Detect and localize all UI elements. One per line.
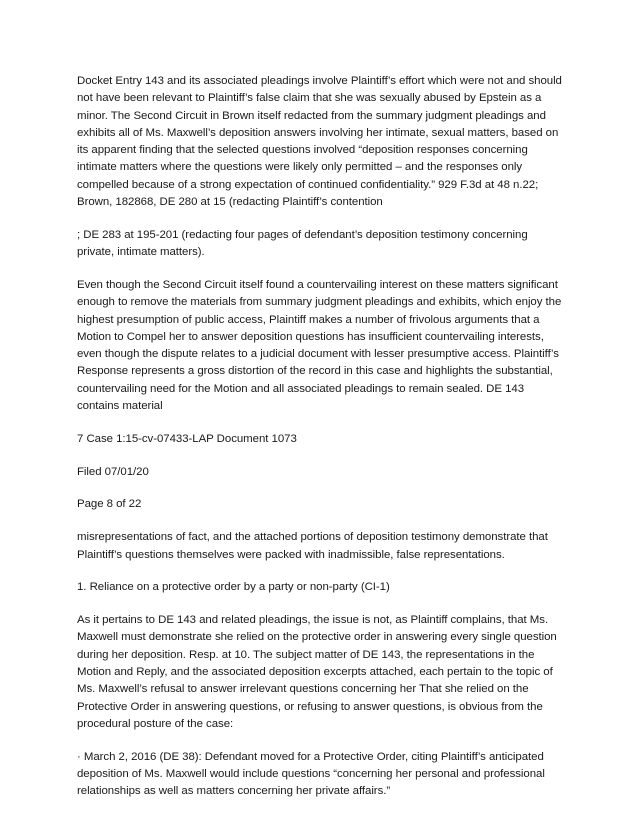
paragraph-countervailing-interest: Even though the Second Circuit itself found a countervailing interest on these matters significant enough to remove the materials from summary judgment pleadings and exhibits, which enjoy the highest presumption of public access, Plaintiff makes a number of frivolous arguments that a Motion to Compel her to answer deposition questions has insufficient countervailing interests, even though the dispute relates to a judicial document with lesser presumptive access. Plaintiff’s Response represents a gross distortion of the record in this case and highlights the substantial, countervailing need for the Motion and all associated pleadings to remain sealed. DE 143 contains material — [77, 278, 562, 413]
case-header-line: 7 Case 1:15-cv-07433-LAP Document 1073 — [77, 432, 297, 445]
paragraph-de-143-issue: As it pertains to DE 143 and related pleadings, the issue is not, as Plaintiff complains, that Ms. Maxwell must demonstrate she relied on the protective order in answering every single question during her deposition. Resp. at 10. The subject matter of DE 143, the representations in the Motion and Reply, and the associated deposition excerpts attached, each pertain to the topic of Ms. Maxwell’s refusal to answer irrelevant questions concerning her That she relied on the Protective Order in answering questions, or refusing to answer questions, is obvious from the procedural posture of the case: — [77, 614, 557, 730]
page-number-line: Page 8 of 22 — [77, 498, 142, 511]
paragraph-misrepresentations: misrepresentations of fact, and the attached portions of deposition testimony demonstrate that Plaintiff’s questions themselves were packed with inadmissible, false representations. — [77, 531, 548, 561]
filed-date-line: Filed 07/01/20 — [77, 465, 149, 478]
paragraph-docket-entry-143: Docket Entry 143 and its associated pleadings involve Plaintiff’s effort which were not and should not have been relevant to Plaintiff’s false claim that she was sexually abused by Epstein as a minor. The Second Circuit in Brown itself redacted from the summary judgment pleadings and exhibits all of Ms. Maxwell’s deposition answers involving her intimate, sexual matters, based on its apparent finding that the selected questions involved “deposition responses concerning intimate matters where the questions were likely only permitted – and the responses only compelled because of a strong expectation of continued confidentiality.” 929 F.3d at 48 n.22; Brown, 182868, DE 280 at 15 (redacting Plaintiff’s contention — [77, 75, 562, 209]
section-heading-reliance: 1. Reliance on a protective order by a party or non-party (CI-1) — [77, 581, 390, 594]
document-body — [77, 73, 565, 816]
paragraph-de-283: ; DE 283 at 195-201 (redacting four pages of defendant’s deposition testimony concerning private, intimate matters). — [77, 228, 528, 259]
bullet-march-2-2016: · March 2, 2016 (DE 38): Defendant moved for a Protective Order, citing Plaintiff’s anticipated deposition of Ms. Maxwell would include questions “concerning her personal and professional relationships as well as matters concerning her private affairs.” — [77, 750, 545, 798]
